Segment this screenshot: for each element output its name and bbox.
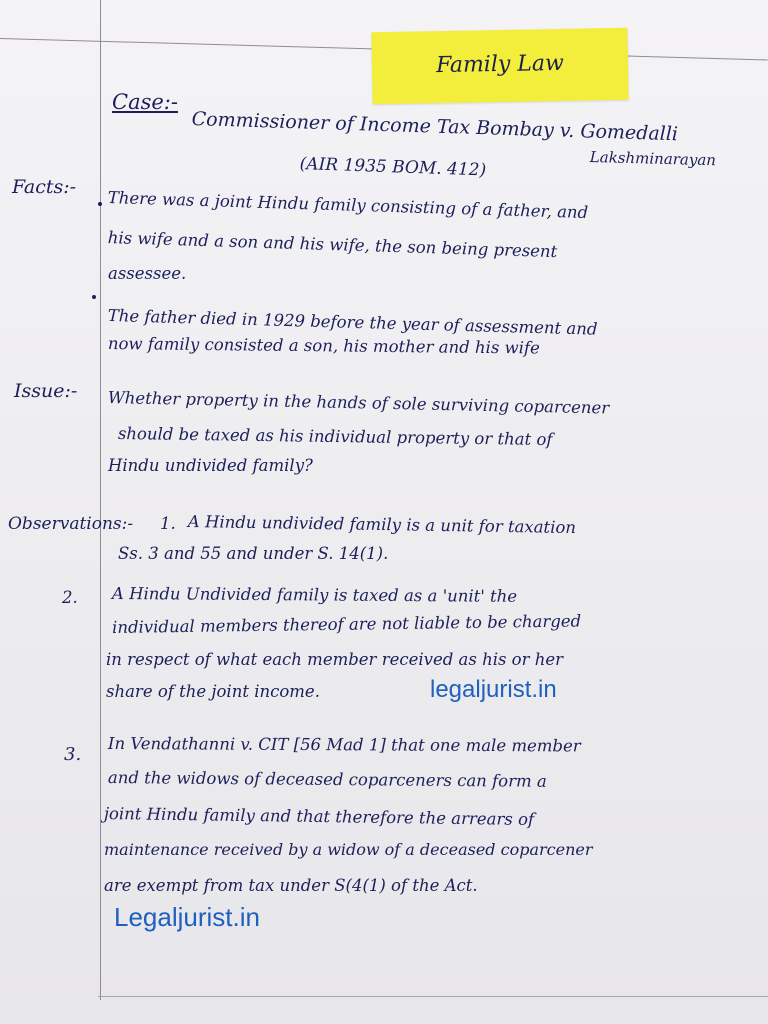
case-label: Case:-	[112, 90, 178, 114]
facts-line: his wife and a son and his wife, the son being present	[107, 228, 558, 262]
facts-label: Facts:-	[12, 176, 77, 198]
case-title-line1: Commissioner of Income Tax Bombay v. Gomedalli	[191, 108, 679, 146]
bullet-dot	[98, 202, 102, 206]
observation-line: maintenance received by a widow of a deceased coparcener	[104, 840, 593, 859]
observation-line: joint Hindu family and that therefore the arrears of	[103, 804, 535, 830]
observation-number: 2.	[62, 588, 78, 607]
issue-line: should be taxed as his individual property or that of	[117, 424, 553, 450]
facts-line: now family consisted a son, his mother and his wife	[107, 334, 540, 358]
observation-line: individual members thereof are not liable to be charged	[111, 611, 582, 637]
watermark-text: Legaljurist.in	[114, 902, 260, 932]
observation-line: and the widows of deceased coparceners can form a	[107, 768, 547, 791]
observation-line: share of the joint income.	[106, 682, 320, 701]
sticky-note-label: Family Law	[435, 50, 565, 79]
observation-line: Ss. 3 and 55 and under S. 14(1).	[118, 544, 389, 563]
case-citation: (AIR 1935 BOM. 412)	[299, 154, 487, 181]
issue-line: Hindu undivided family?	[108, 456, 313, 475]
sticky-note	[371, 28, 628, 104]
observation-number: 3.	[64, 744, 82, 765]
facts-line: There was a joint Hindu family consisting of a father, and	[107, 188, 589, 223]
facts-line: assessee.	[108, 264, 187, 283]
observation-line: in respect of what each member received as his or her	[106, 650, 564, 669]
issue-label: Issue:-	[14, 380, 78, 402]
observation-line: A Hindu Undivided family is taxed as a 'unit' the	[111, 584, 518, 606]
observation-number: 1.	[160, 514, 176, 533]
observation-line: In Vendathanni v. CIT [56 Mad 1] that one male member	[107, 734, 581, 756]
observation-line: A Hindu undivided family is a unit for taxation	[187, 512, 577, 538]
watermark-text: legaljurist.in	[430, 676, 557, 703]
case-title-line2: Lakshminarayan	[589, 148, 717, 170]
margin-line	[100, 0, 101, 1000]
facts-line: The father died in 1929 before the year of assessment and	[107, 306, 598, 339]
bullet-dot	[92, 295, 96, 299]
issue-line: Whether property in the hands of sole surviving coparcener	[107, 388, 610, 418]
observations-label: Observations:-	[8, 514, 134, 534]
footer-rule	[98, 996, 768, 997]
observation-line: are exempt from tax under S(4(1) of the Act.	[104, 876, 478, 895]
